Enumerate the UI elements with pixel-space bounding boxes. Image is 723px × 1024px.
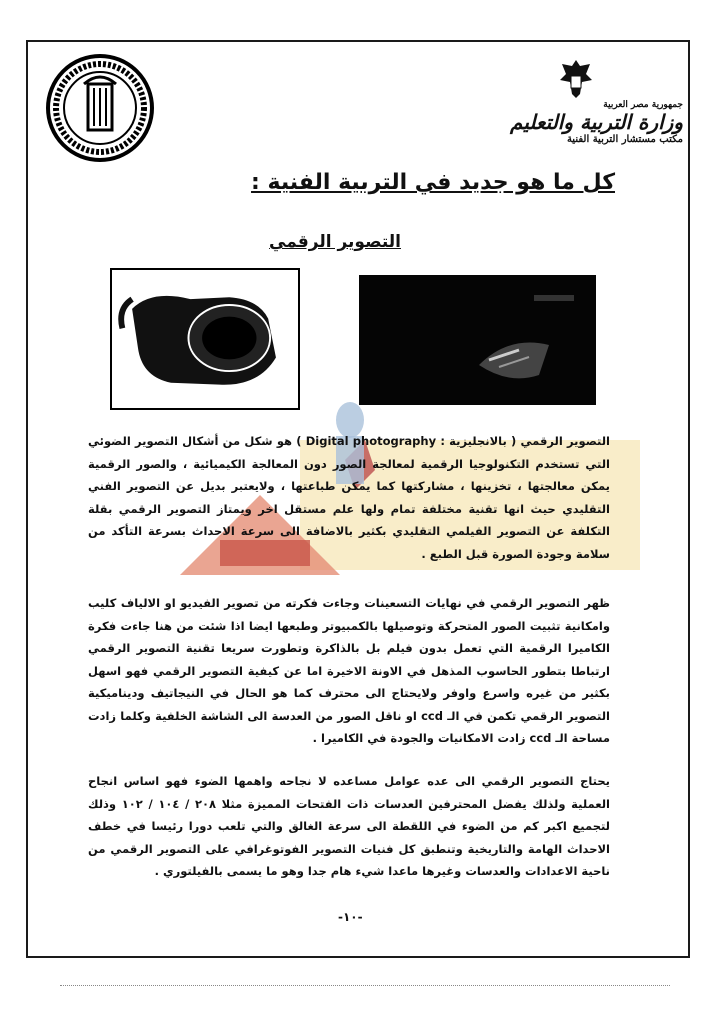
paragraph-3: يحتاج التصوير الرقمي الى عده عوامل مساعده لا نجاحه واهمها الضوء فهو اساس انجاح العملية ولذلك يفضل المحترفين العدسات ذات الفتحات المميزة مثلا ٢٠٨ / ١٠٤ / ١٠٢ وذلك لتجميع اكبر كم من الضوء في اللقطة الى سرعة الغالق والتي تلعب دورا رئيسا في خطف الاحداث الهامة والتاريخية وتنطبق كل فنيات التصوير الفوتوغرافي على التصوير الرقمي من ناحية الاعدادات والعدسات وغيرها ماعدا شيء هام جدا وهو ما يسمى بالفيلتوري .: [88, 774, 610, 878]
page-number: -١٠-: [338, 910, 363, 924]
ministry-header: [483, 100, 683, 145]
ministry-name: وزارة التربية والتعليم: [510, 110, 683, 134]
paragraph-1: التصوير الرقمي ( بالانجليزية : Digital photography ) هو شكل من أشكال التصوير الضوئي التي تستخدم التكنولوجيا الرقمية لمعالجة الصور دون المعالجة الكيميائية ، والصور الرقمية يمكن معالجتها ، تخزينها ، مشاركتها كما يمكن طباعتها ، ولايعتبر بديل عن التصوير الفني التقليدي حيث انها تقنية مختلفة تمام ولها علم مستقل اخر ويمتاز التصوير الرقمي بقلة التكلفة عن التصوير الفيلمي التقليدي بكثير بالاضافة الى سرعة الاحداث بسرعة التأكد من سلامة وجودة الصورة قبل الطبع .: [88, 434, 610, 561]
paragraph-2: ظهر التصوير الرقمي في نهايات التسعينات وجاءت فكرته من تصوير الفيديو او الالياف كليب وامكانية تثبيت الصور المتحركة وتوصيلها بالكمبيوتر وطبعها ايضا اذا شئت من هنا جاءت فكرة الكاميرا الرقمية التي تعمل بدون فيلم بل بالذاكرة وتطورت سريعا تقنية التصوير الرقمي ارتباطا بتطور الحاسوب المذهل في الاونة الاخيرة اما عن كيفية التصوير الرقمي فهو اسهل بكثير من غيره واسرع واوفر ولايحتاج الى محترف كما هو الحال في النيجاتيف وديناميكية التصوير الرقمي تكمن في الـ ccd او ناقل الصور من العدسة الى الشاشة الخلفية وكلما زادت مساحة الـ ccd زادت الامكانيات والجودة في الكاميرا .: [88, 596, 610, 745]
page-heading: كل ما هو جديد في التربية الفنية :: [251, 170, 615, 195]
dark-camera-photo: [359, 275, 596, 405]
section-title: التصوير الرقمي: [269, 232, 401, 252]
office-name: مكتب مستشار التربية الفنية: [566, 134, 683, 145]
school-seal-logo: [44, 52, 156, 164]
camera-photo: [110, 268, 300, 410]
country-name: جمهورية مصر العربية: [603, 100, 683, 110]
eagle-emblem-icon: [556, 56, 596, 100]
scan-noise-line: [60, 985, 670, 992]
